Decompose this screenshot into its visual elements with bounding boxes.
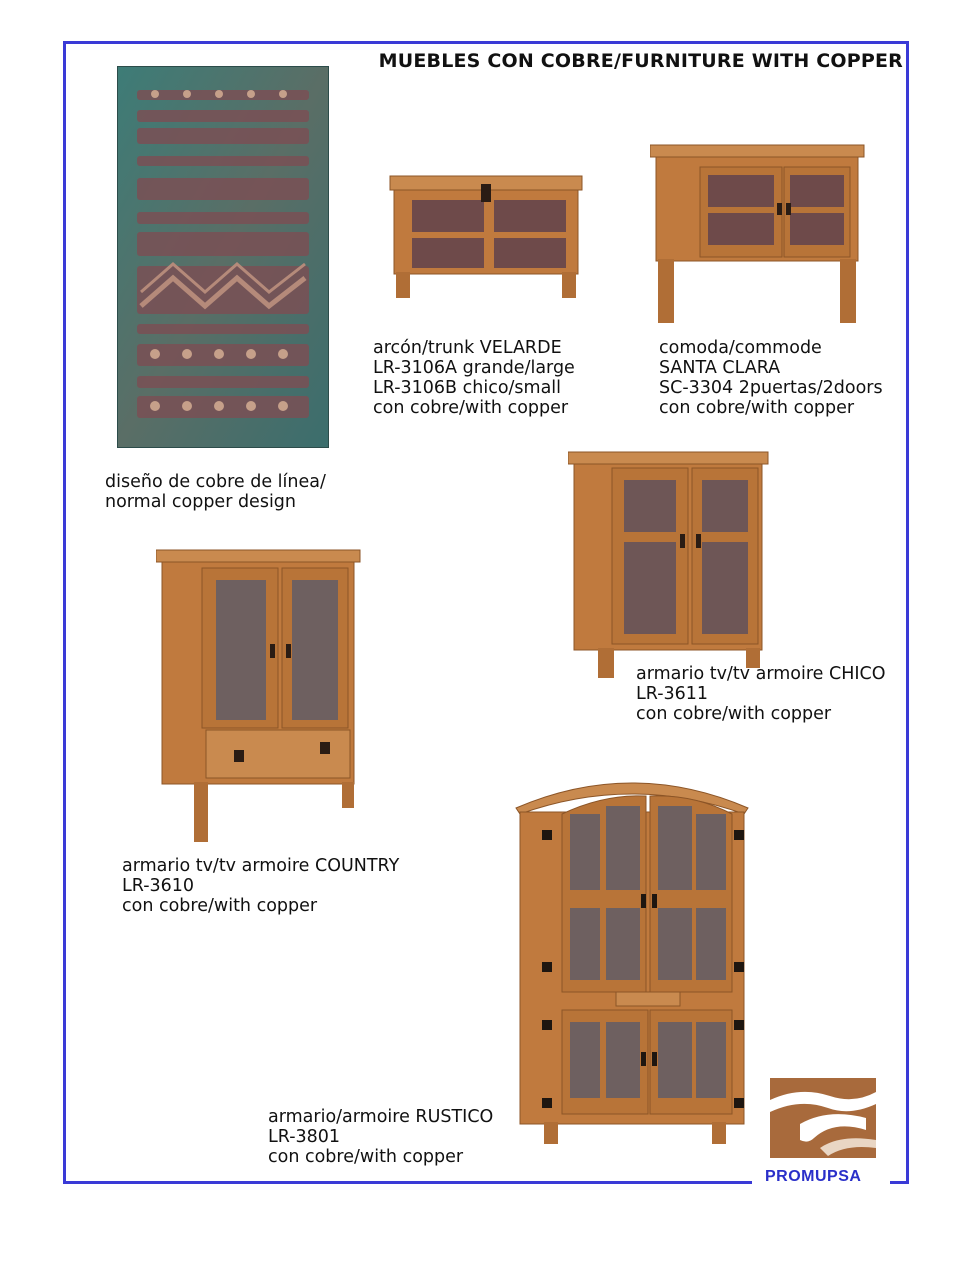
country-caption-line: con cobre/with copper <box>122 896 318 916</box>
country-caption <box>122 856 399 916</box>
commode-caption-line: comoda/commode <box>659 338 822 358</box>
rustico-caption-line: armario/armoire RUSTICO <box>268 1107 494 1127</box>
trunk-caption <box>373 338 575 418</box>
country-caption-line: armario tv/tv armoire COUNTRY <box>122 856 400 876</box>
trunk-photo <box>388 172 584 300</box>
trunk-caption-line: LR-3106A grande/large <box>373 358 575 378</box>
commode-caption <box>659 338 883 418</box>
commode-photo <box>650 143 866 325</box>
rustico-caption <box>268 1107 493 1167</box>
brand-name: PROMUPSA <box>765 1168 862 1185</box>
chico-caption-line: armario tv/tv armoire CHICO <box>636 664 886 684</box>
promupsa-logo <box>770 1078 876 1158</box>
page-title: MUEBLES CON COBRE/FURNITURE WITH COPPER <box>378 50 903 72</box>
commode-caption-line: SANTA CLARA <box>659 358 781 378</box>
trunk-caption-line: con cobre/with copper <box>373 398 569 418</box>
copper-caption-line: diseño de cobre de línea/ <box>105 472 326 492</box>
armoire-rustico-photo <box>514 770 750 1146</box>
commode-caption-line: con cobre/with copper <box>659 398 855 418</box>
armoire-chico-photo <box>568 450 770 680</box>
rustico-caption-line: LR-3801 <box>268 1127 341 1147</box>
trunk-caption-line: LR-3106B chico/small <box>373 378 562 398</box>
copper-caption <box>105 472 326 512</box>
chico-caption <box>636 664 886 724</box>
copper-panel-photo <box>117 66 329 448</box>
copper-caption-line: normal copper design <box>105 492 297 512</box>
armoire-country-photo <box>156 548 362 844</box>
chico-caption-line: con cobre/with copper <box>636 704 832 724</box>
commode-caption-line: SC-3304 2puertas/2doors <box>659 378 883 398</box>
country-caption-line: LR-3610 <box>122 876 195 896</box>
rustico-caption-line: con cobre/with copper <box>268 1147 464 1167</box>
trunk-caption-line: arcón/trunk VELARDE <box>373 338 562 358</box>
chico-caption-line: LR-3611 <box>636 684 709 704</box>
